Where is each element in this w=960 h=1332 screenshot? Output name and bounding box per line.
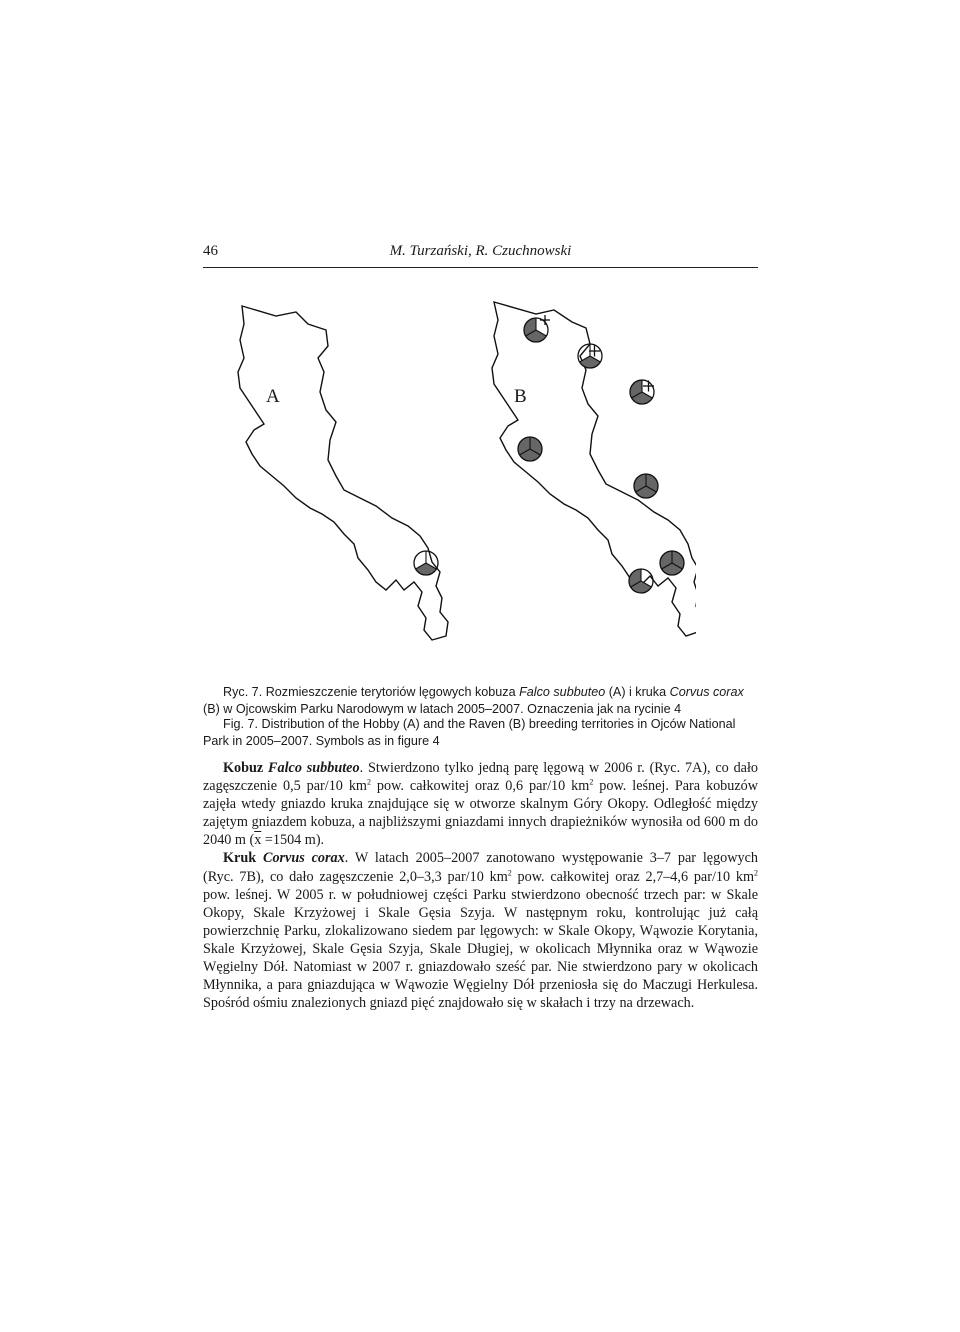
- panel-a-label: A: [266, 386, 280, 407]
- caption-text: Distribution of the Hobby (A) and the Raven (B) breeding territories in Ojców National Park in 2005–2007. Symbols as in figure 4: [203, 717, 736, 748]
- map-b-nest-symbol: [524, 315, 550, 342]
- superscript: 2: [589, 777, 594, 787]
- paragraph-raven: [203, 849, 758, 1012]
- map-b-nest-symbol: [578, 344, 602, 368]
- paragraph-text: pow. całkowitej oraz 2,7–4,6 par/10 km: [511, 868, 754, 885]
- caption-label: Ryc. 7.: [223, 685, 263, 699]
- caption-species: Falco subbuteo: [519, 685, 606, 699]
- caption-species: Corvus corax: [669, 685, 744, 699]
- caption-label: Fig. 7.: [223, 717, 258, 731]
- superscript: 2: [754, 867, 758, 877]
- paragraph-species: Falco subbuteo: [268, 760, 360, 776]
- paragraph-text: . W latach 2005–2007 zanotowano występowanie 3–7 par lęgowych (Ryc. 7B), co dało zagęszczenie 2,0–3,3 par/10 km: [203, 850, 758, 885]
- figure-caption-pl: [203, 684, 758, 718]
- map-a-outline: [238, 306, 448, 640]
- map-b-nest-symbol: [518, 437, 542, 461]
- header-rule: [203, 267, 758, 268]
- paragraph-species: Corvus corax: [262, 850, 345, 867]
- superscript: 2: [507, 867, 512, 877]
- map-b-nest-symbol: [660, 551, 684, 575]
- body-text: [203, 759, 758, 1012]
- map-b-nest-symbol: [630, 380, 654, 404]
- paragraph-text: pow. leśnej. Para kobuzów zajęła wtedy gniazdo kruka znajdujące się w otworze skalnym Góry Okopy. Odległość między zajętym gniazdem kobuza, a najbliższymi gniazdami innych drapieżników wynosiła od 600 m do 2040 m (: [203, 778, 759, 849]
- caption-text: (A) i kruka: [608, 685, 667, 699]
- panel-b-label: B: [514, 386, 527, 407]
- map-a-nest-symbol: [414, 551, 438, 575]
- paragraph-lead: Kruk: [223, 850, 257, 867]
- map-b-nest-symbol: [629, 569, 653, 593]
- figure-maps: [236, 300, 696, 660]
- page-header: [203, 243, 758, 265]
- paragraph-hobby: [203, 759, 758, 849]
- paragraph-lead: Kobuz: [223, 760, 264, 776]
- paragraph-text: . Stwierdzono tylko jedną parę lęgową w 2006 r. (Ryc. 7A), co dało zagęszczenie 0,5 par/10 km: [203, 760, 759, 795]
- figure-caption-en: [203, 716, 758, 750]
- mean-symbol: $\overline{x}$: [254, 832, 262, 849]
- caption-text: (B) w Ojcowskim Parku Narodowym w latach 2005–2007. Oznaczenia jak na rycinie 4: [203, 702, 682, 716]
- superscript: 2: [366, 777, 371, 787]
- running-head: M. Turzański, R. Czuchnowski: [389, 243, 572, 259]
- paragraph-text: pow. leśnej. W 2005 r. w południowej części Parku stwierdzono obecność trzech par: w Skale Okopy, Skale Krzyżowej i Skale Gęsia Szyja. W następnym roku, kontrolując już całą powierzchnię Parku, zlokalizowano siedem par lęgowych: w Skale Okopy, Wąwozie Korytania, Skale Krzyżowej, Skale Gęsia Szyja, Skale Długiej, w okolicach Młynnika oraz w Wąwozie Węgielny Dół. Natomiast w 2007 r. gniazdowało sześć par. Nie stwierdzono pary w okolicach Młynnika, a para gniazdująca w Wąwozie Węgielny Dół przeniosła się do Maczugi Herkulesa. Spośród ośmiu znalezionych gniazd pięć znajdowało się w skałach i trzy na drzewach.: [203, 886, 758, 1012]
- paragraph-text: =1504 m).: [261, 832, 325, 849]
- caption-text: Rozmieszczenie terytoriów lęgowych kobuza: [265, 685, 516, 699]
- map-b-nest-symbol: [634, 474, 658, 498]
- page-number: 46: [203, 243, 218, 259]
- paragraph-text: pow. całkowitej oraz 0,6 par/10 km: [370, 778, 590, 795]
